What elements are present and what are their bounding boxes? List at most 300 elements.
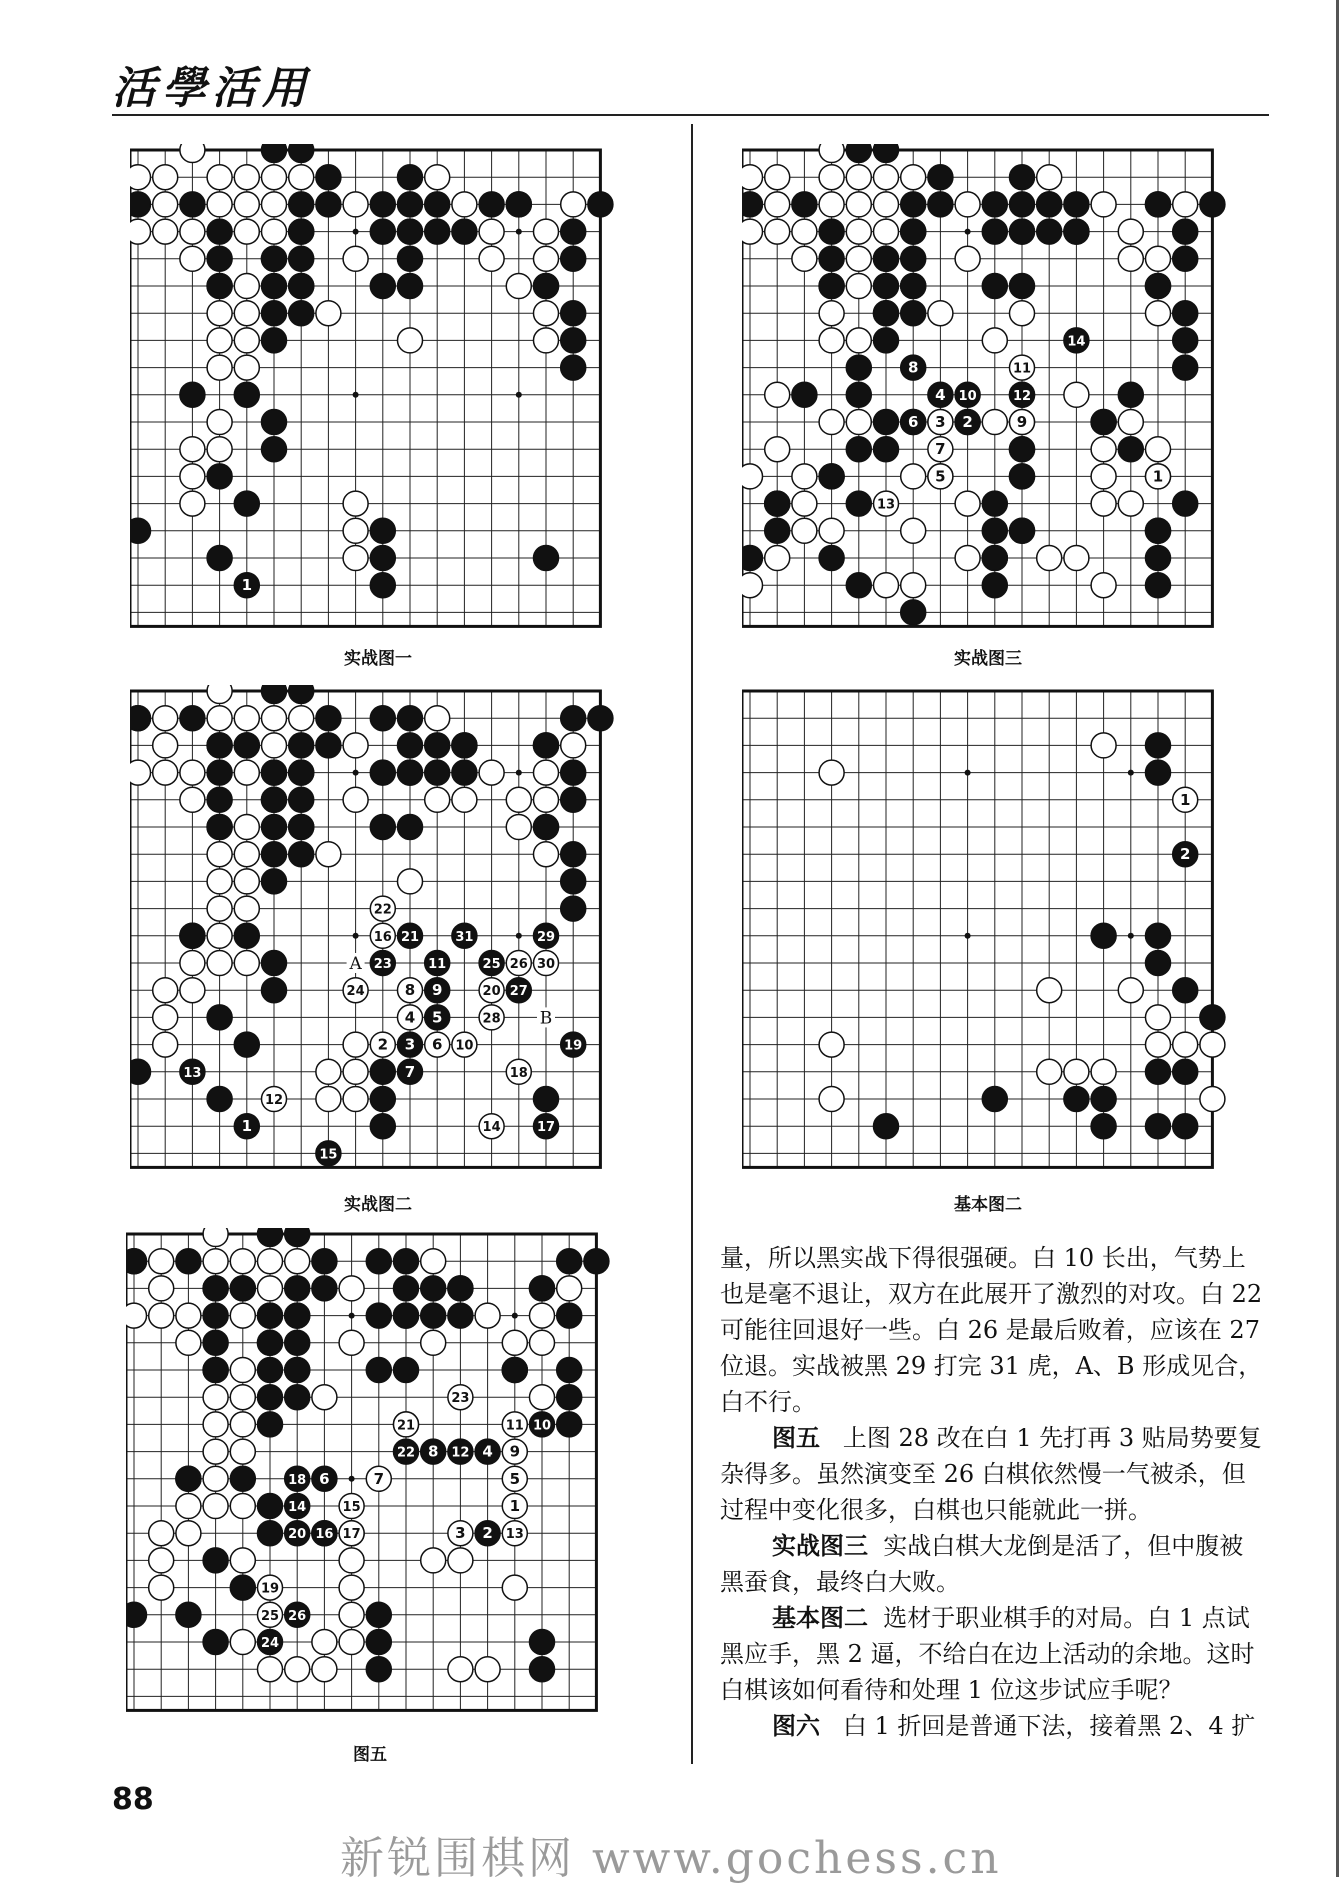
white-stone xyxy=(261,192,286,217)
star-point xyxy=(353,770,359,776)
white-stone xyxy=(257,1657,282,1682)
white-stone xyxy=(1200,1086,1225,1111)
black-stone xyxy=(180,706,205,731)
black-stone xyxy=(234,382,259,407)
move-number-label: 10 xyxy=(958,388,977,404)
white-stone xyxy=(339,1629,364,1654)
move-number-label: 5 xyxy=(935,467,946,486)
white-stone xyxy=(153,1032,178,1057)
caption-diagram-1: 实战图一 xyxy=(344,649,412,669)
white-stone xyxy=(819,409,844,434)
move-number-label: 10 xyxy=(532,1418,552,1434)
black-stone xyxy=(130,518,151,543)
black-stone xyxy=(873,246,898,271)
black-stone xyxy=(257,1303,282,1328)
white-stone xyxy=(955,491,980,516)
black-stone xyxy=(533,814,558,839)
white-stone xyxy=(207,869,232,894)
black-stone xyxy=(230,1466,255,1491)
black-stone xyxy=(561,760,586,785)
black-stone xyxy=(261,760,286,785)
white-stone xyxy=(261,165,286,190)
white-stone xyxy=(425,165,450,190)
column-divider xyxy=(691,124,693,1764)
black-stone xyxy=(366,1357,391,1382)
paragraph-5-lead: 图六 xyxy=(772,1711,820,1740)
caption-diagram-2: 实战图二 xyxy=(344,1195,412,1215)
caption-figure-5: 图五 xyxy=(353,1745,387,1765)
white-stone xyxy=(176,1493,201,1518)
black-stone xyxy=(901,600,926,625)
move-number-label: 30 xyxy=(536,957,556,972)
black-stone xyxy=(257,1521,282,1546)
white-stone xyxy=(343,733,368,758)
move-number-label: 9 xyxy=(1016,413,1028,431)
black-stone xyxy=(1091,1086,1116,1111)
white-stone xyxy=(130,165,151,190)
white-stone xyxy=(180,246,205,271)
white-stone xyxy=(506,787,531,812)
white-stone xyxy=(343,246,368,271)
black-stone xyxy=(846,355,871,380)
move-number-label: 9 xyxy=(509,1442,521,1461)
black-stone xyxy=(1091,1114,1116,1139)
white-stone xyxy=(149,1249,174,1274)
black-stone xyxy=(1173,1114,1198,1139)
black-stone xyxy=(1064,1086,1089,1111)
white-stone xyxy=(421,1330,446,1355)
black-stone xyxy=(873,437,898,462)
white-stone xyxy=(502,1330,527,1355)
black-stone xyxy=(397,273,422,298)
white-stone xyxy=(819,1032,844,1057)
black-stone xyxy=(873,328,898,353)
move-number-label: 14 xyxy=(288,1500,307,1515)
black-stone xyxy=(1145,1059,1170,1084)
black-stone xyxy=(130,192,151,217)
black-stone xyxy=(425,760,450,785)
black-stone xyxy=(316,733,341,758)
white-stone xyxy=(742,464,763,489)
black-stone xyxy=(285,1385,310,1410)
move-number-label: 28 xyxy=(482,1011,501,1027)
black-stone xyxy=(261,144,286,163)
move-number-label: 6 xyxy=(319,1469,330,1488)
black-stone xyxy=(370,760,395,785)
move-number-label: 19 xyxy=(564,1038,583,1054)
white-stone xyxy=(982,328,1007,353)
white-stone xyxy=(792,464,817,489)
white-stone xyxy=(792,491,817,516)
black-stone xyxy=(176,1249,201,1274)
white-stone xyxy=(819,165,844,190)
white-stone xyxy=(234,355,259,380)
white-stone xyxy=(207,328,232,353)
black-stone xyxy=(1118,382,1143,407)
white-stone xyxy=(1145,1032,1170,1057)
move-number-label: 3 xyxy=(455,1524,466,1543)
black-stone xyxy=(366,1303,391,1328)
white-stone xyxy=(1091,733,1116,758)
black-stone xyxy=(207,273,232,298)
black-stone xyxy=(533,273,558,298)
black-stone xyxy=(742,192,763,217)
black-stone xyxy=(261,869,286,894)
white-stone xyxy=(955,545,980,570)
black-stone xyxy=(203,1357,228,1382)
black-stone xyxy=(982,491,1007,516)
white-stone xyxy=(448,1657,473,1682)
black-stone xyxy=(261,301,286,326)
white-stone xyxy=(207,685,232,704)
black-stone xyxy=(1173,301,1198,326)
black-stone xyxy=(561,842,586,867)
black-stone xyxy=(1173,978,1198,1003)
white-stone xyxy=(533,842,558,867)
black-stone xyxy=(982,1086,1007,1111)
black-stone xyxy=(207,760,232,785)
black-stone xyxy=(257,1412,282,1437)
black-stone xyxy=(901,273,926,298)
black-stone xyxy=(846,491,871,516)
white-stone xyxy=(792,518,817,543)
white-stone xyxy=(234,896,259,921)
black-stone xyxy=(1037,192,1062,217)
white-stone xyxy=(901,573,926,598)
black-stone xyxy=(982,273,1007,298)
white-stone xyxy=(1037,545,1062,570)
white-stone xyxy=(339,1575,364,1600)
white-stone xyxy=(176,1330,201,1355)
black-stone xyxy=(203,1276,228,1301)
black-stone xyxy=(370,219,395,244)
black-stone xyxy=(792,382,817,407)
white-stone xyxy=(234,219,259,244)
black-stone xyxy=(285,1303,310,1328)
black-stone xyxy=(397,760,422,785)
star-point xyxy=(353,229,359,235)
white-stone xyxy=(153,733,178,758)
black-stone xyxy=(561,301,586,326)
white-stone xyxy=(339,1276,364,1301)
white-stone xyxy=(982,409,1007,434)
black-stone xyxy=(1145,950,1170,975)
black-stone xyxy=(130,1059,151,1084)
black-stone xyxy=(1145,273,1170,298)
watermark: 新锐围棋网 www.gochess.cn xyxy=(340,1833,1002,1884)
black-stone xyxy=(397,706,422,731)
white-stone xyxy=(1091,192,1116,217)
white-stone xyxy=(819,192,844,217)
move-number-label: 1 xyxy=(509,1497,521,1515)
move-number-label: 13 xyxy=(505,1527,524,1543)
white-stone xyxy=(506,273,531,298)
white-stone xyxy=(1118,219,1143,244)
white-stone xyxy=(533,760,558,785)
black-stone xyxy=(370,1086,395,1111)
move-number-label: 14 xyxy=(1067,334,1086,350)
white-stone xyxy=(421,1249,446,1274)
black-stone xyxy=(1173,1059,1198,1084)
move-number-label: 5 xyxy=(509,1469,521,1488)
white-stone xyxy=(1037,978,1062,1003)
white-stone xyxy=(343,1086,368,1111)
black-stone xyxy=(529,1657,554,1682)
white-stone xyxy=(901,165,926,190)
move-number-label: 24 xyxy=(260,1636,280,1651)
move-number-label: 22 xyxy=(396,1445,416,1461)
white-stone xyxy=(203,1466,228,1491)
black-stone xyxy=(479,192,504,217)
white-stone xyxy=(742,165,763,190)
black-stone xyxy=(1145,518,1170,543)
white-stone xyxy=(506,814,531,839)
black-stone xyxy=(261,950,286,975)
white-stone xyxy=(316,301,341,326)
black-stone xyxy=(846,437,871,462)
black-stone xyxy=(1009,219,1034,244)
white-stone xyxy=(928,301,953,326)
white-stone xyxy=(234,192,259,217)
black-stone xyxy=(261,685,286,704)
black-stone xyxy=(448,1276,473,1301)
black-stone xyxy=(873,409,898,434)
white-stone xyxy=(533,219,558,244)
white-stone xyxy=(901,518,926,543)
move-number-label: 3 xyxy=(935,413,946,431)
white-stone xyxy=(765,545,790,570)
black-stone xyxy=(234,1032,259,1057)
white-stone xyxy=(180,144,205,163)
black-stone xyxy=(561,869,586,894)
white-stone xyxy=(234,950,259,975)
black-stone xyxy=(421,1303,446,1328)
black-stone xyxy=(588,706,613,731)
white-stone xyxy=(479,246,504,271)
black-stone xyxy=(207,219,232,244)
black-stone xyxy=(366,1602,391,1627)
black-stone xyxy=(285,1330,310,1355)
star-point xyxy=(965,229,971,235)
move-number-label: 7 xyxy=(404,1062,416,1081)
white-stone xyxy=(529,1330,554,1355)
white-stone xyxy=(176,1303,201,1328)
paragraph-2 xyxy=(720,1420,1265,1528)
paragraph-2-body: 上图 28 改在白 1 先打再 3 贴局势要复杂得多。虽然演变至 26 白棋依然慢一气被杀，但过程中变化很多，白棋也只能就此一拼。 xyxy=(720,1424,1262,1524)
white-stone xyxy=(1091,491,1116,516)
move-number-label: 23 xyxy=(373,957,392,972)
black-stone xyxy=(901,246,926,271)
move-number-label: 7 xyxy=(373,1469,385,1488)
white-stone xyxy=(873,573,898,598)
black-stone xyxy=(289,685,314,704)
white-stone xyxy=(312,1657,337,1682)
move-number-label: 18 xyxy=(509,1065,528,1081)
black-stone xyxy=(230,1276,255,1301)
black-stone xyxy=(203,1548,228,1573)
move-number-label: 4 xyxy=(404,1008,416,1027)
white-stone xyxy=(153,1005,178,1030)
black-stone xyxy=(397,733,422,758)
white-stone xyxy=(207,923,232,948)
black-stone xyxy=(207,246,232,271)
black-stone xyxy=(370,573,395,598)
black-stone xyxy=(901,219,926,244)
black-stone xyxy=(370,1114,395,1139)
move-number-label: 15 xyxy=(319,1147,338,1163)
black-stone xyxy=(261,246,286,271)
white-stone xyxy=(846,165,871,190)
white-stone xyxy=(289,706,314,731)
white-stone xyxy=(230,1548,255,1573)
move-number-label: 19 xyxy=(260,1581,280,1597)
white-stone xyxy=(557,1276,582,1301)
black-stone xyxy=(1145,733,1170,758)
black-stone xyxy=(289,842,314,867)
black-stone xyxy=(1009,464,1034,489)
white-stone xyxy=(533,787,558,812)
black-stone xyxy=(1145,760,1170,785)
white-stone xyxy=(234,165,259,190)
white-stone xyxy=(397,869,422,894)
white-stone xyxy=(234,301,259,326)
black-stone xyxy=(289,814,314,839)
white-stone xyxy=(339,1330,364,1355)
black-stone xyxy=(397,165,422,190)
move-number-label: 2 xyxy=(1179,845,1191,864)
white-stone xyxy=(765,192,790,217)
move-number-label: 7 xyxy=(935,440,946,459)
move-number-label: 3 xyxy=(404,1035,416,1054)
black-stone xyxy=(557,1412,582,1437)
black-stone xyxy=(207,814,232,839)
black-stone xyxy=(557,1249,582,1274)
white-stone xyxy=(234,814,259,839)
white-stone xyxy=(819,760,844,785)
move-number-label: 11 xyxy=(505,1418,524,1434)
white-stone xyxy=(180,464,205,489)
black-stone xyxy=(1145,545,1170,570)
white-stone xyxy=(475,1657,500,1682)
black-stone xyxy=(982,518,1007,543)
move-number-label: 2 xyxy=(962,413,973,431)
white-stone xyxy=(207,192,232,217)
white-stone xyxy=(207,437,232,462)
black-stone xyxy=(176,1466,201,1491)
black-stone xyxy=(234,491,259,516)
move-number-label: 4 xyxy=(482,1442,493,1461)
white-stone xyxy=(479,760,504,785)
white-stone xyxy=(1037,1059,1062,1084)
white-stone xyxy=(742,219,763,244)
paragraph-2-lead: 图五 xyxy=(772,1423,820,1452)
white-stone xyxy=(1145,246,1170,271)
black-stone xyxy=(289,760,314,785)
black-stone xyxy=(1009,518,1034,543)
white-stone xyxy=(180,978,205,1003)
black-stone xyxy=(982,573,1007,598)
black-stone xyxy=(261,328,286,353)
white-stone xyxy=(207,165,232,190)
move-number-label: 4 xyxy=(935,385,946,404)
white-stone xyxy=(1173,192,1198,217)
move-number-label: 23 xyxy=(451,1391,470,1407)
black-stone xyxy=(289,219,314,244)
white-stone xyxy=(873,219,898,244)
white-stone xyxy=(230,1412,255,1437)
move-number-label: 20 xyxy=(482,984,501,1000)
white-stone xyxy=(502,1575,527,1600)
white-stone xyxy=(792,246,817,271)
white-stone xyxy=(819,328,844,353)
white-stone xyxy=(180,219,205,244)
black-stone xyxy=(928,192,953,217)
white-stone xyxy=(792,219,817,244)
paragraph-3-lead: 实战图三 xyxy=(772,1531,868,1560)
black-stone xyxy=(901,192,926,217)
white-stone xyxy=(203,1385,228,1410)
white-stone xyxy=(230,1303,255,1328)
black-stone xyxy=(285,1276,310,1301)
black-stone xyxy=(180,923,205,948)
caption-basic-2: 基本图二 xyxy=(954,1195,1022,1215)
move-number-label: 8 xyxy=(404,981,416,1000)
go-board-diagram-1 xyxy=(130,144,626,632)
white-stone xyxy=(261,219,286,244)
black-stone xyxy=(1091,923,1116,948)
go-board-figure-5 xyxy=(126,1228,622,1716)
move-number-label: 26 xyxy=(288,1608,307,1624)
star-point xyxy=(516,770,522,776)
white-stone xyxy=(873,165,898,190)
black-stone xyxy=(561,355,586,380)
move-number-label: 14 xyxy=(482,1120,501,1136)
black-stone xyxy=(982,545,1007,570)
white-stone xyxy=(149,1303,174,1328)
white-stone xyxy=(1091,573,1116,598)
white-stone xyxy=(257,1249,282,1274)
white-stone xyxy=(180,437,205,462)
white-stone xyxy=(343,1032,368,1057)
black-stone xyxy=(289,787,314,812)
black-stone xyxy=(1064,219,1089,244)
black-stone xyxy=(502,1357,527,1382)
move-number-label: 1 xyxy=(241,1117,253,1136)
white-stone xyxy=(1064,1059,1089,1084)
move-number-label: 24 xyxy=(346,984,365,1000)
black-stone xyxy=(561,787,586,812)
black-stone xyxy=(1173,328,1198,353)
go-board-basic-2 xyxy=(742,685,1238,1173)
black-stone xyxy=(506,192,531,217)
black-stone xyxy=(819,219,844,244)
white-stone xyxy=(819,301,844,326)
white-stone xyxy=(207,842,232,867)
white-stone xyxy=(153,165,178,190)
black-stone xyxy=(126,1602,147,1627)
white-stone xyxy=(316,842,341,867)
white-stone xyxy=(234,328,259,353)
black-stone xyxy=(207,1005,232,1030)
white-stone xyxy=(1009,301,1034,326)
white-stone xyxy=(425,706,450,731)
white-stone xyxy=(1118,409,1143,434)
white-stone xyxy=(1064,545,1089,570)
white-stone xyxy=(343,192,368,217)
black-stone xyxy=(261,273,286,298)
black-stone xyxy=(529,1629,554,1654)
move-number-label: 17 xyxy=(342,1527,361,1543)
